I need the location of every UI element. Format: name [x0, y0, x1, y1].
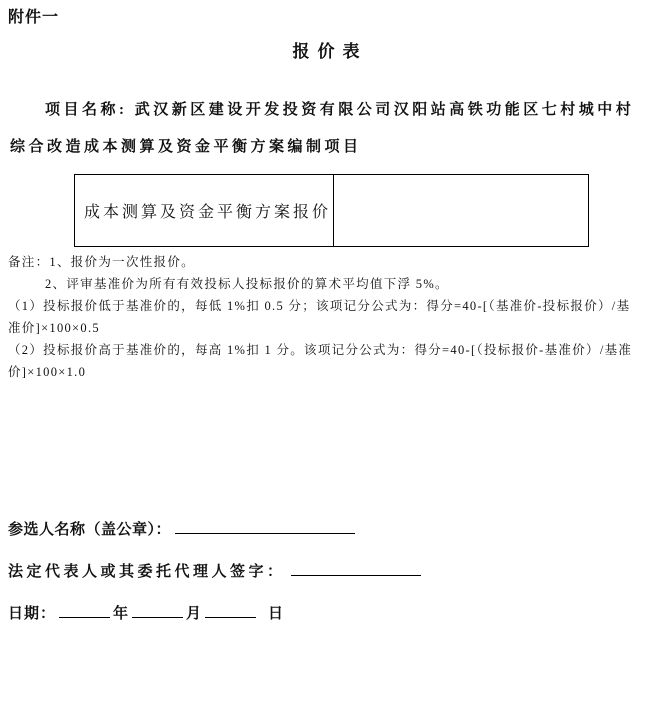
day-label: 日: [268, 606, 285, 622]
agent-signature-label: 法定代表人或其委托代理人签字：: [8, 564, 286, 580]
month-label: 月: [186, 606, 203, 622]
note-line-1: [8, 251, 644, 273]
attachment-label: 附件一: [8, 9, 60, 26]
date-year-blank[interactable]: [59, 602, 110, 618]
signature-section: [8, 509, 644, 635]
quote-table: [74, 174, 589, 247]
date-label: 日期：: [8, 606, 57, 622]
project-name-paragraph: 项目名称: 武汉新区建设开发投资有限公司汉阳站高铁功能区七村城中村综合改造成本测算及资金平衡方案编制项目: [10, 102, 635, 155]
table-row: [75, 175, 589, 247]
note-item-2: 2、评审基准价为所有有效投标人投标报价的算术平均值下浮 5%。: [45, 277, 449, 291]
participant-name-line: [8, 509, 644, 551]
agent-signature-blank[interactable]: [291, 560, 421, 576]
note-item-1: 1、报价为一次性报价。: [49, 255, 195, 269]
quote-item-label-cell: 成本测算及资金平衡方案报价: [75, 175, 334, 247]
year-label: 年: [113, 606, 130, 622]
date-month-blank[interactable]: [132, 602, 183, 618]
date-day-blank[interactable]: [205, 602, 256, 618]
page-title: 报价表: [292, 42, 368, 61]
scoring-rule-1: （1）投标报价低于基准价的，每低 1%扣 0.5 分；该项记分公式为：得分=40-[（基准价-投标报价）/基准价]×100×0.5: [8, 299, 631, 335]
date-line: [8, 593, 644, 635]
notes-section: [8, 251, 644, 383]
participant-name-label: 参选人名称（盖公章）：: [8, 522, 172, 538]
agent-signature-line: [8, 551, 644, 593]
scoring-rule-2: （2）投标报价高于基准价的，每高 1%扣 1 分。该项记分公式为：得分=40-[（投标报价-基准价）/基准价]×100×1.0: [8, 343, 633, 379]
participant-name-blank[interactable]: [175, 518, 355, 534]
notes-label: 备注：: [8, 255, 50, 269]
quote-value-empty-cell[interactable]: [334, 175, 589, 247]
